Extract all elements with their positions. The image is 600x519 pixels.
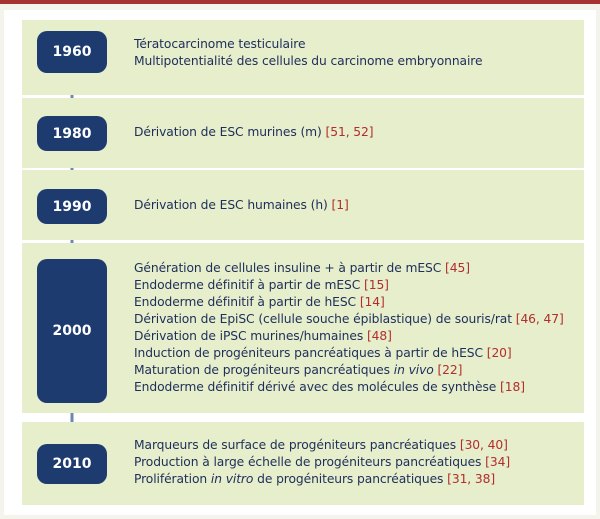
event-item: Induction de progéniteurs pancréatiques à partir de hESC [20]	[134, 346, 512, 360]
year-badge-1990: 1990	[37, 189, 107, 224]
events-2010	[134, 437, 579, 488]
year-badge-1960: 1960	[37, 31, 107, 73]
year-badge-1980: 1980	[37, 116, 107, 151]
events-1960	[134, 36, 579, 70]
citation-ref: [51, 52]	[325, 125, 374, 139]
event-item: Multipotentialité des cellules du carcinome embryonnaire	[134, 54, 483, 68]
citation-ref: [31, 38]	[447, 472, 496, 486]
citation-ref: [20]	[486, 346, 512, 360]
italic-term: in vitro	[210, 472, 254, 486]
year-badge-2010: 2010	[37, 444, 107, 484]
event-item: Endoderme définitif à partir de hESC [14]	[134, 295, 385, 309]
event-item: Endoderme définitif à partir de mESC [15]	[134, 278, 389, 292]
citation-ref: [18]	[500, 380, 525, 394]
citation-ref: [15]	[364, 278, 389, 292]
events-1980	[134, 124, 579, 141]
event-item: Endoderme définitif dérivé avec des molécules de synthèse [18]	[134, 380, 525, 394]
event-item: Dérivation de ESC humaines (h) [1]	[134, 198, 349, 212]
citation-ref: [34]	[485, 455, 511, 469]
year-badge-2000: 2000	[37, 259, 107, 403]
citation-ref: [45]	[445, 261, 470, 275]
citation-ref: [48]	[366, 329, 392, 343]
citation-ref: [22]	[437, 363, 463, 377]
italic-term: in vivo	[393, 363, 434, 377]
citation-ref: [14]	[359, 295, 385, 309]
event-item: Marqueurs de surface de progéniteurs pancréatiques [30, 40]	[134, 438, 508, 452]
citation-ref: [46, 47]	[515, 312, 564, 326]
event-item: Dérivation de ESC murines (m) [51, 52]	[134, 125, 374, 139]
event-item: Dérivation de EpiSC (cellule souche épiblastique) de souris/rat [46, 47]	[134, 312, 564, 326]
events-2000	[134, 260, 579, 396]
events-1990	[134, 197, 579, 214]
event-item: Génération de cellules insuline + à partir de mESC [45]	[134, 261, 470, 275]
event-item: Dérivation de iPSC murines/humaines [48]	[134, 329, 392, 343]
event-item: Prolifération in vitro de progéniteurs pancréatiques [31, 38]	[134, 472, 496, 486]
event-item: Production à large échelle de progéniteurs pancréatiques [34]	[134, 455, 511, 469]
top-accent-bar	[0, 0, 600, 4]
timeline-figure	[4, 10, 596, 515]
citation-ref: [1]	[331, 198, 349, 212]
event-item: Tératocarcinome testiculaire	[134, 37, 306, 51]
event-item: Maturation de progéniteurs pancréatiques in vivo [22]	[134, 363, 463, 377]
citation-ref: [30, 40]	[459, 438, 508, 452]
